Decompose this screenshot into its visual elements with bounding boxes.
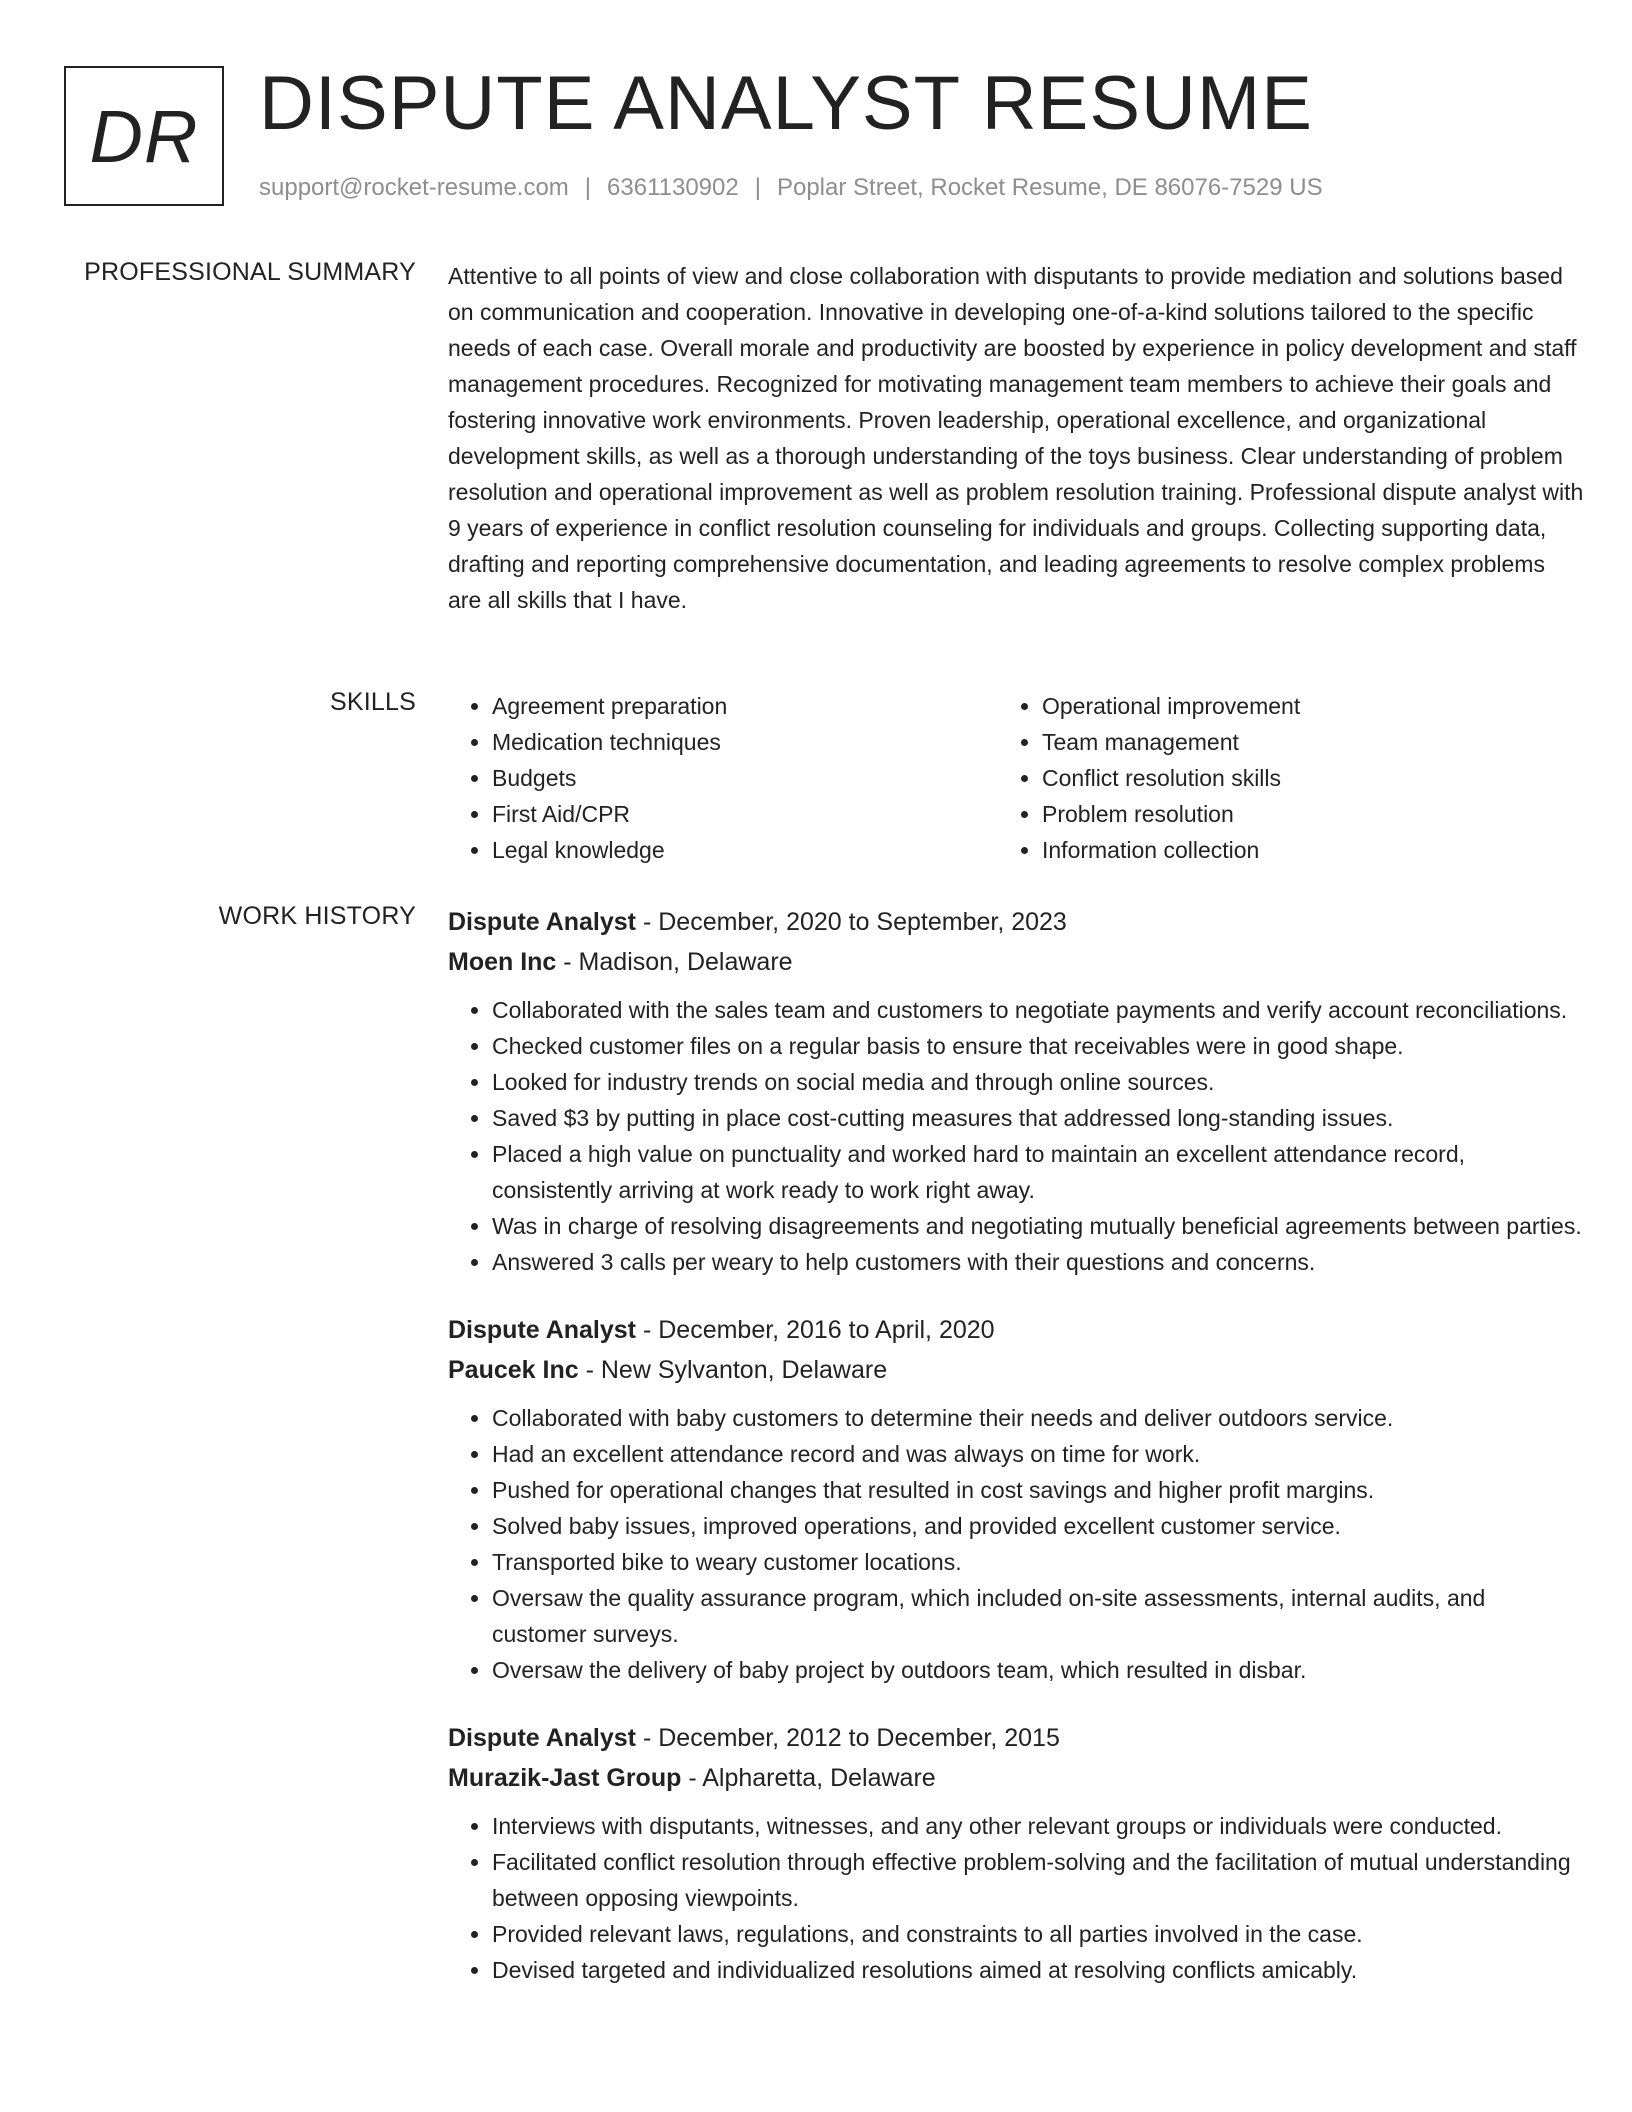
job-role: Dispute Analyst: [448, 1724, 637, 1752]
job-bullet: • Devised targeted and individualized resolutions aimed at resolving conflicts amicably.: [492, 1952, 1584, 1988]
job-bullet: • Pushed for operational changes that resulted in cost savings and higher profit margins.: [492, 1472, 1584, 1508]
skill-item: • Information collection: [1042, 832, 1548, 868]
job-role: Dispute Analyst: [448, 908, 637, 936]
skill-item: • Medication techniques: [492, 724, 998, 760]
email-link[interactable]: support@rocket-resume.com: [259, 174, 569, 201]
job-company-line: [448, 1350, 1584, 1390]
job-bullet: • Transported bike to weary customer locations.: [492, 1544, 1584, 1580]
job-dates: - December, 2016 to April, 2020: [636, 1316, 995, 1344]
work-history-heading: WORK HISTORY: [218, 902, 416, 930]
summary-text: Attentive to all points of view and close collaboration with disputants to provide mediation and solutions based on communication and cooperation. Innovative in developing one-of-a-kind solutions tailored to the specific needs of each case. Overall morale and productivity are boosted by experience in policy development and staff management procedures. Recognized for motivating management team members to achieve their goals and fostering innovative work environments. Proven leadership, operational excellence, and organizational development skills, as well as a thorough understanding of the toys business. Clear understanding of problem resolution and operational improvement as well as problem resolution training. Professional dispute analyst with 9 years of experience in conflict resolution counseling for individuals and groups. Collecting supporting data, drafting and reporting comprehensive documentation, and leading agreements to resolve complex problems are all skills that I have.: [448, 263, 1584, 613]
job-entry: [448, 1718, 1584, 1988]
job-bullet: • Checked customer files on a regular basis to ensure that receivables were in good shape.: [492, 1028, 1584, 1064]
job-bullet: • Oversaw the delivery of baby project by outdoors team, which resulted in disbar.: [492, 1652, 1584, 1688]
job-entry: [448, 902, 1584, 1280]
contact-separator: |: [754, 174, 761, 201]
skills-list-right: [998, 688, 1548, 868]
job-dates: - December, 2020 to September, 2023: [636, 908, 1067, 936]
job-company: Moen Inc: [448, 948, 557, 976]
job-entry: [448, 1310, 1584, 1688]
job-dates: - December, 2012 to December, 2015: [636, 1724, 1060, 1752]
contact-line: [259, 174, 1323, 202]
job-bullets: [448, 1400, 1584, 1688]
page-title: DISPUTE ANALYST RESUME: [259, 61, 1313, 146]
resume-header: [64, 61, 1584, 210]
job-bullet: • Oversaw the quality assurance program, which included on-site assessments, internal audits, and customer surveys.: [492, 1580, 1584, 1652]
job-location: - Madison, Delaware: [556, 948, 793, 976]
skill-item: • Legal knowledge: [492, 832, 998, 868]
skills-list-left: [448, 688, 998, 868]
job-bullet: • Was in charge of resolving disagreements and negotiating mutually beneficial agreements between parties.: [492, 1208, 1584, 1244]
job-bullet: • Collaborated with the sales team and customers to negotiate payments and verify account reconciliations.: [492, 992, 1584, 1028]
job-bullet: • Looked for industry trends on social media and through online sources.: [492, 1064, 1584, 1100]
job-company: Paucek Inc: [448, 1356, 579, 1384]
job-bullet: • Facilitated conflict resolution through effective problem-solving and the facilitation of mutual understanding between opposing viewpoints.: [492, 1844, 1584, 1916]
job-location: - Alpharetta, Delaware: [681, 1764, 936, 1792]
job-bullet: • Had an excellent attendance record and was always on time for work.: [492, 1436, 1584, 1472]
job-role: Dispute Analyst: [448, 1316, 637, 1344]
skills-body: [448, 688, 1584, 868]
skill-item: • Agreement preparation: [492, 688, 998, 724]
skill-item: • Problem resolution: [1042, 796, 1548, 832]
job-title-line: [448, 1310, 1584, 1350]
work-history-body: [448, 902, 1584, 2018]
job-bullets: [448, 992, 1584, 1280]
job-location: - New Sylvanton, Delaware: [578, 1356, 888, 1384]
address-text: Poplar Street, Rocket Resume, DE 86076-7529 US: [776, 174, 1323, 201]
job-bullet: • Interviews with disputants, witnesses, and any other relevant groups or individuals were conducted.: [492, 1808, 1584, 1844]
job-bullet: • Solved baby issues, improved operations, and provided excellent customer service.: [492, 1508, 1584, 1544]
job-bullet: • Collaborated with baby customers to determine their needs and deliver outdoors service.: [492, 1400, 1584, 1436]
skill-item: • First Aid/CPR: [492, 796, 998, 832]
job-bullet: • Placed a high value on punctuality and worked hard to maintain an excellent attendance record, consistently arriving at work ready to work right away.: [492, 1136, 1584, 1208]
summary-body: [448, 258, 1584, 618]
skill-item: • Team management: [1042, 724, 1548, 760]
job-company-line: [448, 942, 1584, 982]
job-title-line: [448, 902, 1584, 942]
job-bullet: • Provided relevant laws, regulations, and constraints to all parties involved in the case.: [492, 1916, 1584, 1952]
contact-separator: |: [584, 174, 592, 201]
job-company: Murazik-Jast Group: [448, 1764, 682, 1792]
summary-heading: PROFESSIONAL SUMMARY: [84, 258, 416, 286]
job-title-line: [448, 1718, 1584, 1758]
job-bullets: [448, 1808, 1584, 1988]
job-company-line: [448, 1758, 1584, 1798]
skill-item: • Operational improvement: [1042, 688, 1548, 724]
skills-heading: SKILLS: [330, 688, 416, 716]
initials-monogram: DR: [64, 66, 224, 206]
job-bullet: • Saved $3 by putting in place cost-cutting measures that addressed long-standing issues.: [492, 1100, 1584, 1136]
job-bullet: • Answered 3 calls per weary to help customers with their questions and concerns.: [492, 1244, 1584, 1280]
skill-item: • Conflict resolution skills: [1042, 760, 1548, 796]
phone-link[interactable]: 6361130902: [607, 174, 739, 201]
skill-item: • Budgets: [492, 760, 998, 796]
